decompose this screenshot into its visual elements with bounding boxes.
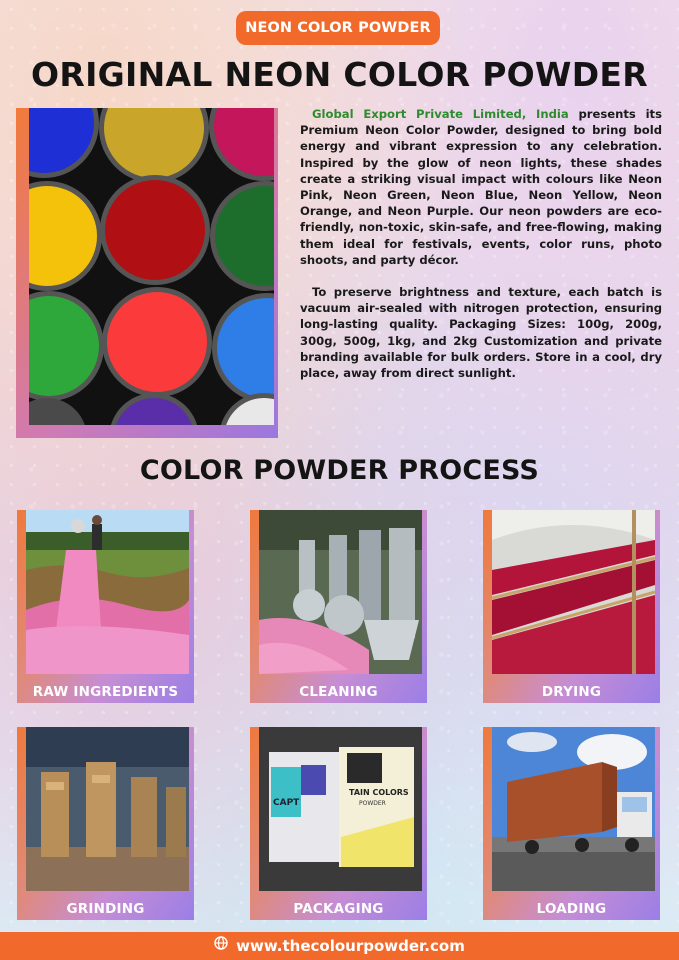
process-card-loading (483, 727, 660, 920)
step-label: LOADING (536, 901, 607, 917)
step-label: PACKAGING (293, 901, 384, 917)
process-card-drying (483, 510, 660, 703)
website-footer (0, 932, 679, 960)
category-badge: NEON COLOR POWDER (236, 11, 440, 45)
globe-icon (214, 931, 228, 959)
loading-photo (492, 727, 655, 891)
description-paragraph-2: To preserve brightness and texture, each batch is vacuum air-sealed with nitrogen protection, ensuring long-lasting quality. Packaging Sizes: 100g, 200g, 300g, 500g, 1kg, and 2kg Customization and private branding available for bulk orders. Store in a cool, dry place, away from direct sunlight. (300, 285, 662, 381)
step-label: DRYING (541, 684, 602, 700)
step-label: CLEANING (299, 684, 378, 700)
hero-powder-bowls-image (29, 108, 274, 425)
raw-ingredients-photo (26, 510, 189, 674)
process-card-grinding (17, 727, 194, 920)
website-link[interactable]: www.thecolourpowder.com (236, 937, 465, 955)
process-card-raw-ingredients (17, 510, 194, 703)
process-card-packaging (250, 727, 427, 920)
process-card-cleaning (250, 510, 427, 703)
cleaning-photo (259, 510, 422, 674)
page-title: ORIGINAL NEON COLOR POWDER (31, 55, 648, 94)
step-label: RAW INGREDIENTS (32, 684, 179, 700)
description-paragraph-1: Global Export Private Limited, India presents its Premium Neon Color Powder, designed to bring bold energy and vibrant expression to any celebration. Inspired by the glow of neon lights, these shades create a striking visual impact with colours like Neon Pink, Neon Green, Neon Blue, Neon Yellow, Neon Orange, and Neon Purple. Our neon powders are eco-friendly, non-toxic, skin-safe, and free-flowing, making them ideal for festivals, events, color runs, photo shoots, and party décor. (300, 107, 662, 267)
svg-text:POWDER: POWDER (359, 800, 386, 807)
step-label: GRINDING (66, 901, 145, 917)
svg-text:CAPT: CAPT (273, 798, 300, 808)
grinding-photo (26, 727, 189, 891)
drying-photo (492, 510, 655, 674)
packaging-photo (259, 727, 422, 891)
svg-text:TAIN COLORS: TAIN COLORS (349, 788, 409, 797)
process-section-title: COLOR POWDER PROCESS (139, 455, 540, 486)
company-name: Global Export Private Limited, India (312, 107, 569, 121)
product-description (300, 106, 662, 381)
